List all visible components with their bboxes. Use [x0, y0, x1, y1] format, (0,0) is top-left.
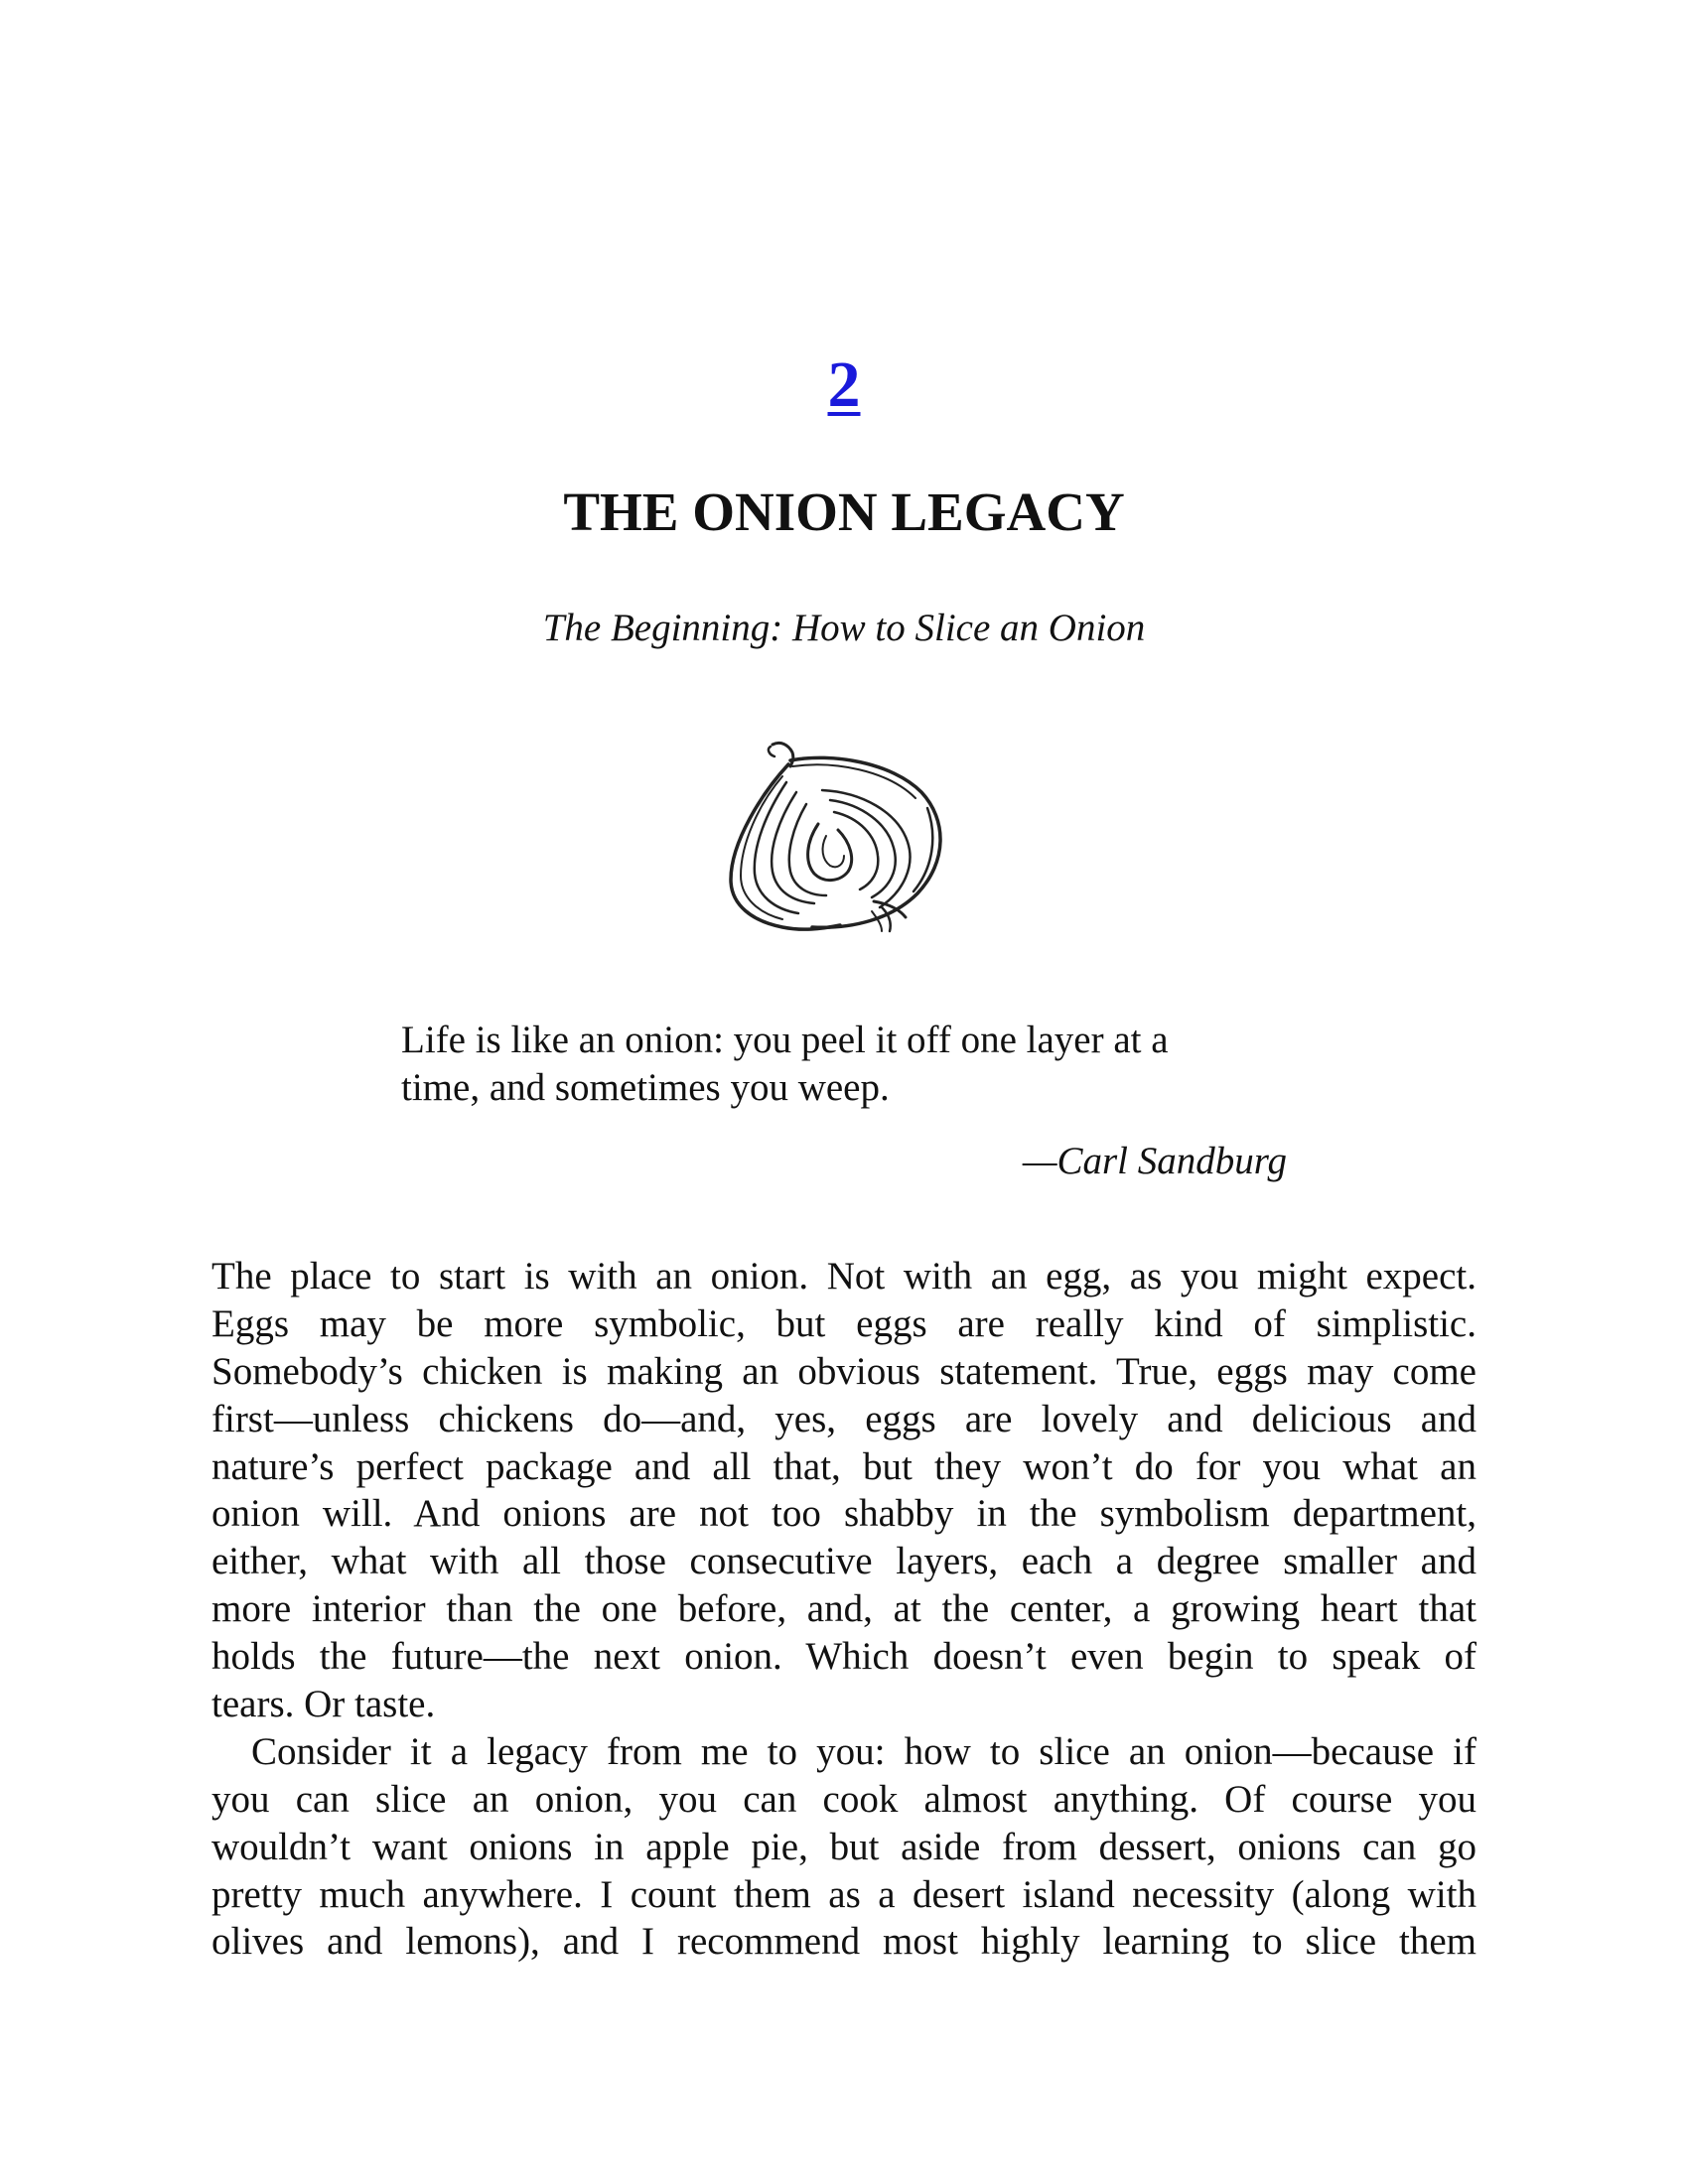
paragraph-line: holds the future—the next onion. Which doesn’t even begin to speak of	[211, 1635, 1477, 1679]
body-text	[211, 1253, 1477, 1966]
paragraph-line: first—unless chickens do—and, yes, eggs are lovely and delicious and	[211, 1397, 1477, 1440]
paragraph-line: Consider it a legacy from me to you: how to slice an onion—because if	[251, 1729, 1477, 1773]
chapter-subtitle: The Beginning: How to Slice an Onion	[542, 607, 1146, 649]
paragraph-line: pretty much anywhere. I count them as a desert island necessity (along with	[211, 1872, 1477, 1916]
paragraph-line: onion will. And onions are not too shabby in the symbolism department,	[211, 1492, 1477, 1536]
paragraph-line: Eggs may be more symbolic, but eggs are really kind of simplistic.	[211, 1301, 1477, 1345]
paragraph-line: The place to start is with an onion. Not with an egg, as you might expect.	[211, 1255, 1477, 1297]
epigraph-line: Life is like an onion: you peel it off one layer at a	[401, 1019, 1169, 1061]
paragraph-line: either, what with all those consecutive layers, each a degree smaller and	[211, 1540, 1477, 1583]
epigraph	[401, 1017, 1295, 1112]
paragraph-line: nature’s perfect package and all that, but they won’t do for you what an	[211, 1444, 1477, 1488]
epigraph-attribution: —Carl Sandburg	[1022, 1140, 1287, 1182]
paragraph-line: tears. Or taste.	[211, 1683, 436, 1726]
paragraph-line: wouldn’t want onions in apple pie, but aside from dessert, onions can go	[211, 1825, 1477, 1868]
epigraph-line: time, and sometimes you weep.	[401, 1066, 890, 1109]
chapter-number-link[interactable]: 2	[827, 348, 861, 421]
paragraph-line: more interior than the one before, and, at the center, a growing heart that	[211, 1587, 1477, 1631]
paragraph-line: you can slice an onion, you can cook almost anything. Of course you	[211, 1777, 1477, 1821]
chapter-title: THE ONION LEGACY	[563, 481, 1125, 542]
paragraph-line: olives and lemons), and I recommend most highly learning to slice them	[211, 1920, 1477, 1964]
chapter-number[interactable]	[0, 348, 1688, 421]
onion-drawing-icon	[723, 733, 961, 941]
paragraph-line: Somebody’s chicken is making an obvious statement. True, eggs may come	[211, 1349, 1477, 1393]
